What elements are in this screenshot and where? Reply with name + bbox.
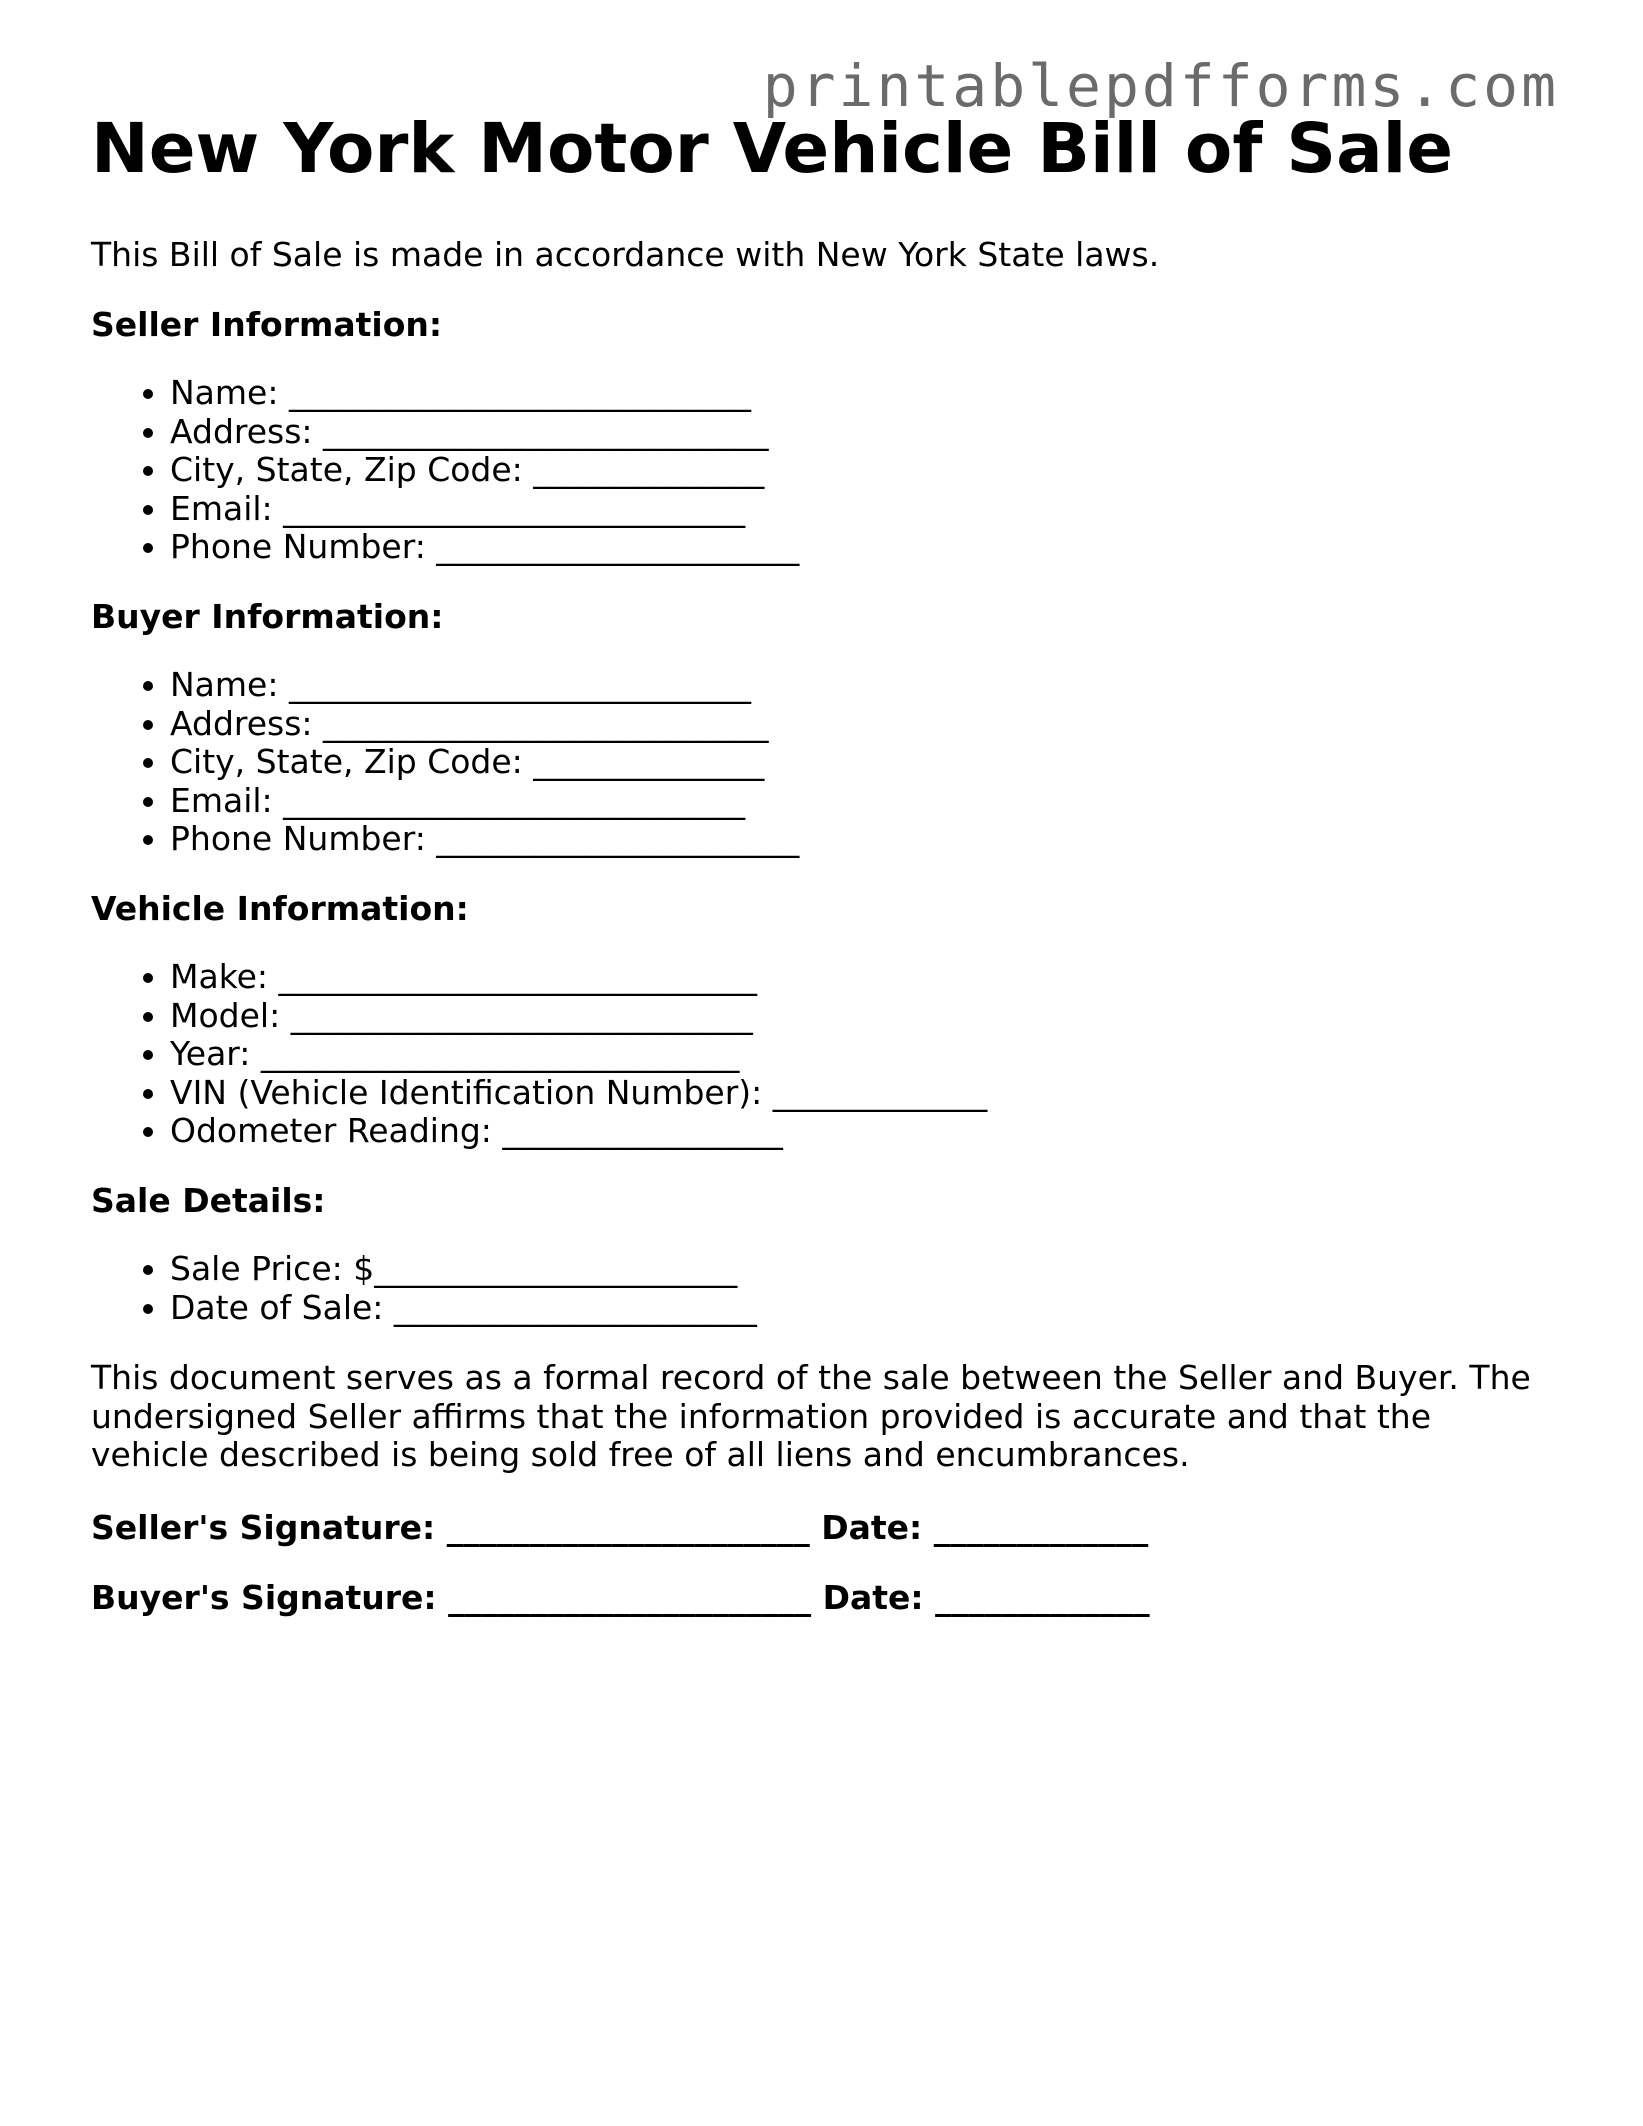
vehicle-vin-field[interactable]: • VIN (Vehicle Identification Number): _____________ — [170, 1074, 987, 1113]
sale-date-field[interactable]: • Date of Sale: ______________________ — [170, 1289, 757, 1328]
buyer-city-state-zip-field[interactable]: • City, State, Zip Code: ______________ — [170, 743, 799, 782]
intro-text: This Bill of Sale is made in accordance with New York State laws. — [91, 235, 1160, 274]
seller-email-field[interactable]: • Email: ____________________________ — [170, 490, 799, 529]
buyer-phone-field[interactable]: • Phone Number: ______________________ — [170, 820, 799, 859]
vehicle-year-field[interactable]: • Year: _____________________________ — [170, 1035, 987, 1074]
closing-statement: This document serves as a formal record of the sale between the Seller and Buyer. The undersigned Seller affirms that the information provided is accurate and that the vehicle described is being sold free of all liens and encumbrances. — [91, 1358, 1531, 1474]
buyer-heading: Buyer Information: — [91, 597, 444, 636]
vehicle-make-field[interactable]: • Make: _____________________________ — [170, 958, 987, 997]
buyer-field-list — [91, 666, 799, 859]
vehicle-odometer-field[interactable]: • Odometer Reading: _________________ — [170, 1112, 987, 1151]
sale-field-list — [91, 1250, 757, 1327]
buyer-address-field[interactable]: • Address: ___________________________ — [170, 705, 799, 744]
buyer-email-field[interactable]: • Email: ____________________________ — [170, 782, 799, 821]
document-title: New York Motor Vehicle Bill of Sale — [91, 109, 1454, 189]
watermark-text: printablepdfforms.com — [762, 52, 1559, 120]
seller-city-state-zip-field[interactable]: • City, State, Zip Code: ______________ — [170, 451, 799, 490]
seller-name-field[interactable]: • Name: ____________________________ — [170, 374, 799, 413]
seller-address-field[interactable]: • Address: ___________________________ — [170, 413, 799, 452]
seller-heading: Seller Information: — [91, 305, 443, 344]
buyer-name-field[interactable]: • Name: ____________________________ — [170, 666, 799, 705]
seller-phone-field[interactable]: • Phone Number: ______________________ — [170, 528, 799, 567]
vehicle-field-list — [91, 958, 987, 1151]
sale-price-field[interactable]: • Sale Price: $______________________ — [170, 1250, 757, 1289]
seller-signature-line[interactable]: Seller's Signature: ______________________ Date: _____________ — [91, 1508, 1149, 1547]
seller-field-list — [91, 374, 799, 567]
vehicle-heading: Vehicle Information: — [91, 889, 469, 928]
buyer-signature-line[interactable]: Buyer's Signature: ______________________ Date: _____________ — [91, 1578, 1150, 1617]
vehicle-model-field[interactable]: • Model: ____________________________ — [170, 997, 987, 1036]
sale-heading: Sale Details: — [91, 1181, 326, 1220]
